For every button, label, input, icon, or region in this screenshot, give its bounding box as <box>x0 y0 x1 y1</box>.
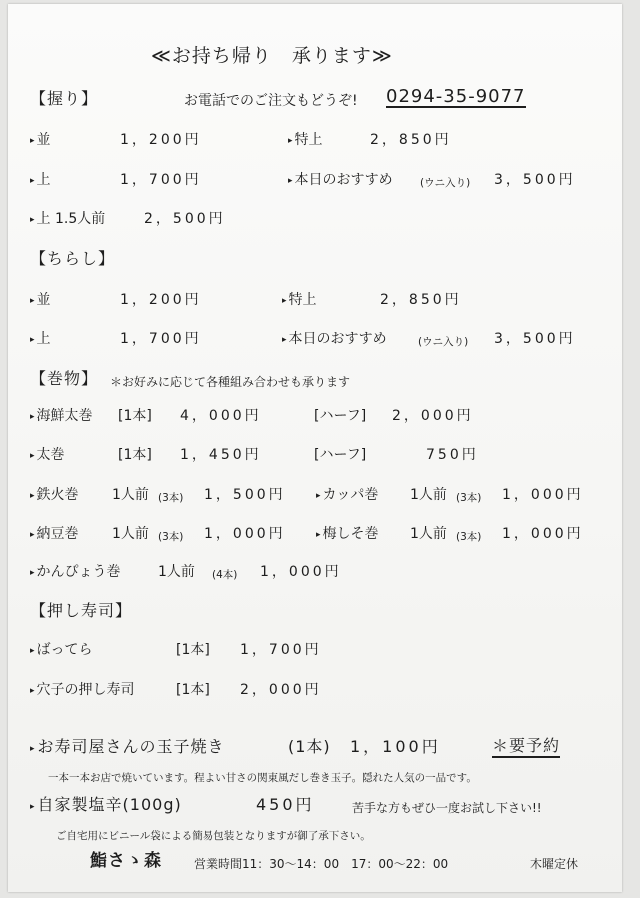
kappa-qty: 1人前 <box>410 487 447 503</box>
kanpyo-name: ▸ かんぴょう巻 <box>30 563 121 583</box>
chirashi-nami-price: 1，200円 <box>120 292 202 308</box>
umeshiso-pcs: (3本) <box>456 531 482 543</box>
battera-price: 1，700円 <box>240 642 322 658</box>
nigiri-heading: 【握り】 <box>30 89 99 108</box>
futomaki-unit1: [1本] <box>118 447 152 463</box>
kaisen-price2: 2，000円 <box>392 408 474 424</box>
nigiri-jo-name: ▸ 上 <box>30 171 51 191</box>
anago-price: 2，000円 <box>240 682 322 698</box>
nigiri-jo-price: 1，700円 <box>120 172 202 188</box>
chirashi-jo-price: 1，700円 <box>120 331 202 347</box>
kaisen-unit2: [ハーフ] <box>314 408 367 424</box>
shop-logo: 鮨さゝ森 <box>90 851 162 871</box>
battera-unit: [1本] <box>176 642 210 658</box>
kanpyo-pcs: (4本) <box>212 569 238 581</box>
chirashi-tokujo-name: ▸ 特上 <box>282 291 317 311</box>
nigiri-nami-name: ▸ 並 <box>30 131 51 151</box>
battera-name: ▸ ばってら <box>30 641 93 661</box>
chirashi-heading: 【ちらし】 <box>30 249 116 268</box>
packaging-notice: ご自宅用にビニール袋による簡易包装となりますが御了承下さい。 <box>56 830 371 842</box>
phone-label: お電話でのご注文もどうぞ! <box>184 93 358 109</box>
kanpyo-price: 1，000円 <box>260 564 342 580</box>
phone-number: 0294-35-9077 <box>386 86 526 107</box>
tamago-reserve: ＊要予約 <box>492 737 560 758</box>
tekka-pcs: (3本) <box>158 492 184 504</box>
chirashi-jo-name: ▸ 上 <box>30 330 51 350</box>
natto-name: ▸ 納豆巻 <box>30 525 79 545</box>
kappa-pcs: (3本) <box>456 492 482 504</box>
chirashi-osusume-price: 3，500円 <box>494 331 576 347</box>
nigiri-osusume-note: (ウニ入り) <box>420 177 471 189</box>
shiokara-price: 450円 <box>256 795 315 814</box>
nigiri-nami-price: 1，200円 <box>120 132 202 148</box>
futomaki-unit2: [ハーフ] <box>314 447 367 463</box>
kanpyo-qty: 1人前 <box>158 564 195 580</box>
tamago-price: 1，100円 <box>350 737 441 756</box>
kappa-price: 1，000円 <box>502 487 584 503</box>
nigiri-tokujo-price: 2，850円 <box>370 132 452 148</box>
tamago-desc: 一本一本お店で焼いています。程よい甘さの関東風だし巻き玉子。隠れた人気の一品です。 <box>48 772 477 784</box>
makimono-heading: 【巻物】 <box>30 369 99 388</box>
kaisen-unit1: [1本] <box>118 408 152 424</box>
makimono-note: ＊お好みに応じて各種組み合わせも承ります <box>110 375 351 389</box>
anago-name: ▸ 穴子の押し寿司 <box>30 681 135 701</box>
futomaki-price1: 1，450円 <box>180 447 262 463</box>
closed-day: 木曜定休 <box>530 857 579 871</box>
anago-unit: [1本] <box>176 682 210 698</box>
umeshiso-name: ▸ 梅しそ巻 <box>316 525 379 545</box>
kaisen-name: ▸ 海鮮太巻 <box>30 407 93 427</box>
oshizushi-heading: 【押し寿司】 <box>30 601 133 620</box>
tamago-name: ▸ お寿司屋さんの玉子焼き <box>30 738 225 759</box>
chirashi-osusume-note: (ウニ入り) <box>418 336 469 348</box>
natto-price: 1，000円 <box>204 526 286 542</box>
chirashi-nami-name: ▸ 並 <box>30 291 51 311</box>
business-hours: 営業時間11：30〜14：00 17：00〜22：00 <box>194 857 449 871</box>
nigiri-tokujo-name: ▸ 特上 <box>288 131 323 151</box>
page-title: ≪お持ち帰り 承ります≫ <box>151 45 393 67</box>
shiokara-name: ▸ 自家製塩辛(100g) <box>30 796 182 817</box>
kappa-name: ▸ カッパ巻 <box>316 486 378 506</box>
chirashi-tokujo-price: 2，850円 <box>380 292 462 308</box>
natto-pcs: (3本) <box>158 531 184 543</box>
kaisen-price1: 4，000円 <box>180 408 262 424</box>
nigiri-osusume-name: ▸ 本日のおすすめ <box>288 171 393 191</box>
tekka-name: ▸ 鉄火巻 <box>30 486 79 506</box>
chirashi-osusume-name: ▸ 本日のおすすめ <box>282 330 387 350</box>
tekka-qty: 1人前 <box>112 487 149 503</box>
natto-qty: 1人前 <box>112 526 149 542</box>
shiokara-desc: 苦手な方もぜひ一度お試し下さい!! <box>352 801 542 815</box>
nigiri-jo15-price: 2，500円 <box>144 211 226 227</box>
umeshiso-qty: 1人前 <box>410 526 447 542</box>
tekka-price: 1，500円 <box>204 487 286 503</box>
tamago-unit: (1本) <box>288 737 331 756</box>
umeshiso-price: 1，000円 <box>502 526 584 542</box>
nigiri-osusume-price: 3，500円 <box>494 172 576 188</box>
futomaki-price2: 750円 <box>426 447 479 463</box>
nigiri-jo15-name: ▸ 上 1.5人前 <box>30 210 105 230</box>
takeout-menu-sheet <box>8 4 622 892</box>
futomaki-name: ▸ 太巻 <box>30 446 65 466</box>
